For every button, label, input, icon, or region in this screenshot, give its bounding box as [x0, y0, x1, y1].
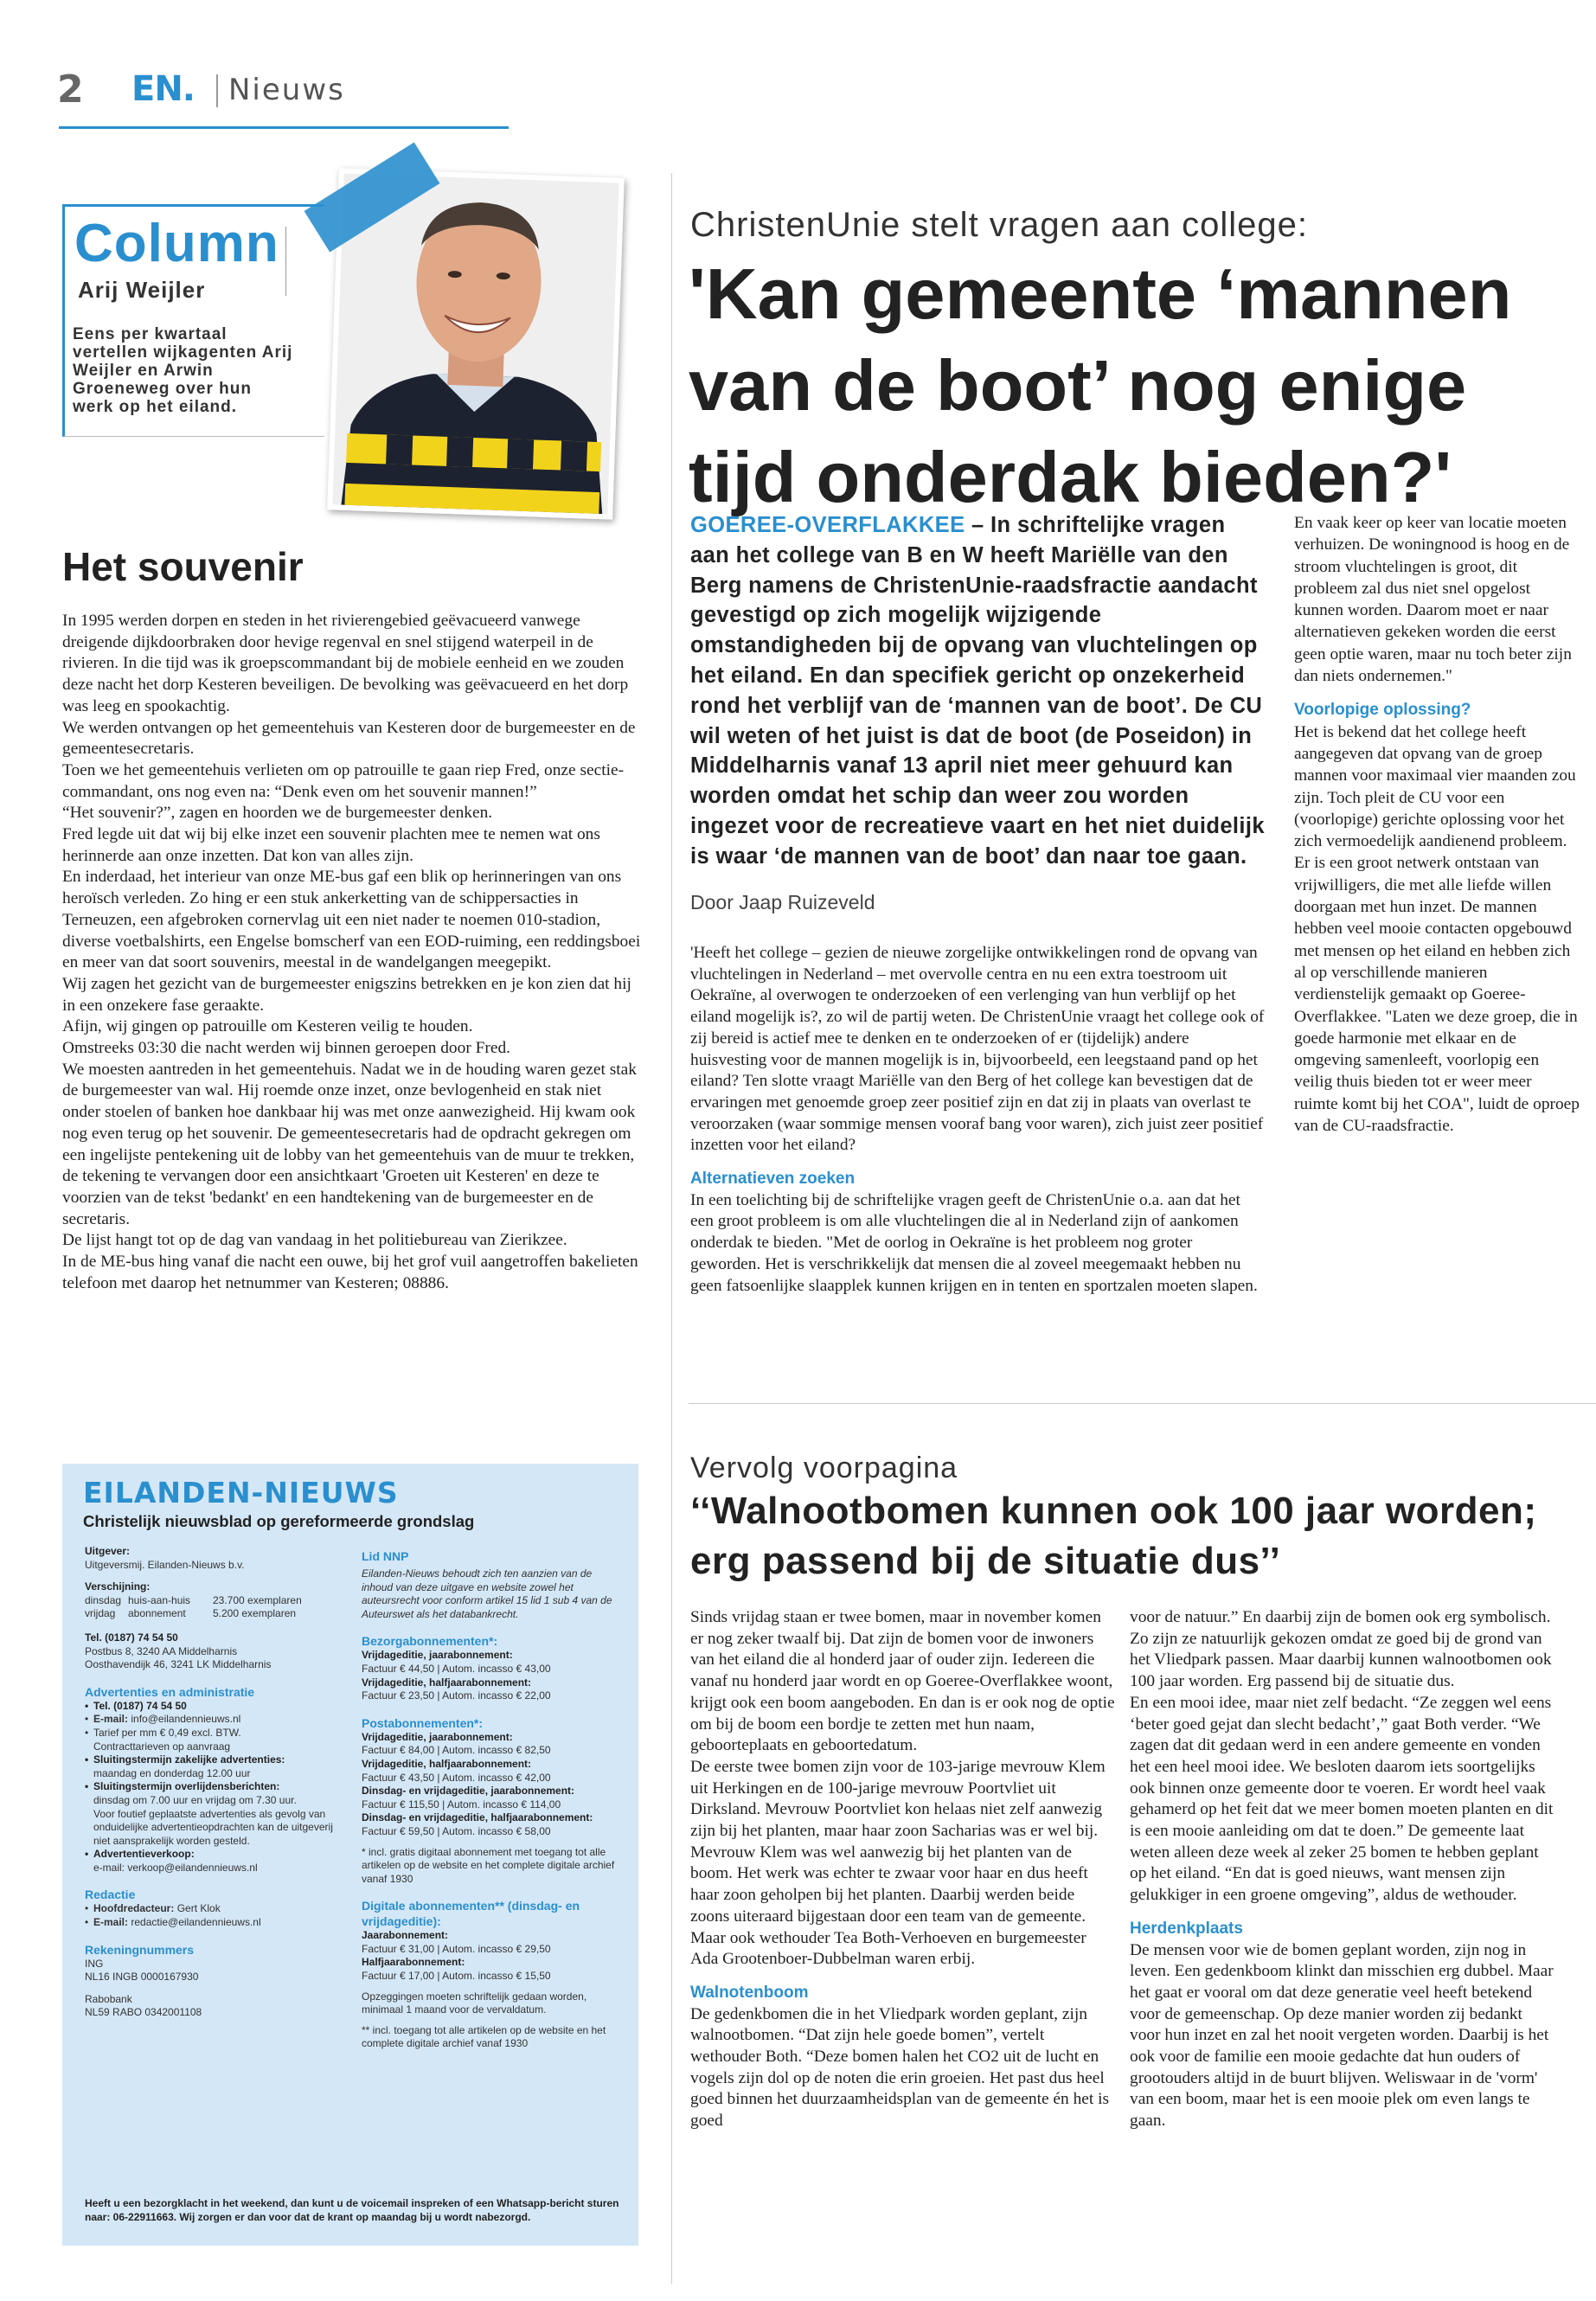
colophon-type: abonnement — [128, 1607, 186, 1620]
colophon-count: 5.200 exemplaren — [213, 1607, 297, 1620]
column-paragraph: De lijst hangt tot op de dag van vandaag in het politiebureau van Zierikzee. — [62, 1231, 567, 1250]
colophon-edition-row — [85, 1607, 344, 1621]
colophon-right — [362, 1548, 621, 2051]
colophon-edition-row — [85, 1594, 344, 1608]
colophon-text: Uitgeversmij. Eilanden-Nieuws b.v. — [85, 1558, 245, 1571]
article1-dateline: GOEREE-OVERFLAKKEE — [690, 513, 965, 537]
colophon-heading: Postabonnementen*: — [362, 1715, 484, 1730]
colophon-text: Factuur € 44,50 | Autom. incasso € 43,00 — [362, 1662, 551, 1675]
colophon-text: Voor foutief geplaatste advertenties als gevolg van onduidelijke advertentieopdrachten kan de uitgeverij niet aansprakelijk worden gesteld. — [93, 1807, 333, 1847]
colophon-email-row — [85, 1713, 344, 1727]
colophon-label: Jaarabonnement: — [362, 1929, 449, 1942]
colophon-label: Hoofdredacteur: — [93, 1902, 175, 1915]
article2-subhead: Walnotenboom — [690, 1983, 809, 2002]
column-label: Column — [74, 214, 279, 273]
colophon-text: Rabobank — [85, 1992, 132, 2005]
article2-kicker: Vervolg voorpagina — [690, 1452, 958, 1484]
colophon-text: maandag en donderdag 12.00 uur — [93, 1766, 251, 1779]
colophon-heading: Rekeningnummers — [85, 1942, 195, 1957]
article2-paragraph: De gedenkbomen die in het Vliedpark worden geplant, zijn walnootbomen. “Dat zijn hele goede bomen”, vertelt wethouder Both. “Deze bomen halen het CO2 uit de lucht en vogels zijn dol op de noten die erin groeien. Het past dus heel goed binnen het duurzaamheidsplan van de gemeente én het is goed — [690, 2004, 1110, 2131]
colophon-label: Halfjaarabonnement: — [362, 1956, 465, 1969]
article1-headline: 'Kan gemeente ‘mannen van de boot’ nog enige tijd onderdak bieden?' — [689, 253, 1512, 517]
column-paragraph: In 1995 werden dorpen en steden in het rivierengebied geëvacueerd vanwege dreigende dijkdoorbraken door hevige regenval en snel stijgend waterpeil in de rivieren. In die tijd was ik groepscommandant bij de mobiele eenheid en we zouden deze nacht het dorp Kesteren beveiligen. De bevolking was geëvacueerd en het dorp was leeg en spookachtig. — [62, 612, 629, 715]
column-paragraph: In de ME-bus hing vanaf die nacht een ouwe, bij het grof vuil aangetroffen bakelieten telefoon met daarop het netnummer van Kesteren; 08886. — [62, 1253, 638, 1292]
colophon-logo: EILANDEN-NIEUWS — [83, 1476, 399, 1509]
police-officer-portrait — [332, 174, 619, 515]
colophon-text: Eilanden-Nieuws behoudt zich ten aanzien van de inhoud van deze uitgave en website zowel het auteursrecht voor conform artikel 15 lid 1 sub 4 van de Auteurswet als het databankrecht. — [362, 1567, 612, 1620]
header-rule — [59, 126, 509, 129]
colophon-label: Verschijning: — [85, 1580, 151, 1593]
colophon-label: Vrijdageditie, jaarabonnement: — [362, 1649, 513, 1662]
article1-kicker: ChristenUnie stelt vragen aan college: — [690, 206, 1308, 244]
column-paragraph: We werden ontvangen op het gemeentehuis van Kesteren door de burgemeester en de gemeentesecretaris. — [62, 718, 636, 759]
newspaper-logo: EN. — [131, 69, 195, 109]
colophon-heading: Advertenties en administratie — [85, 1684, 255, 1699]
colophon-text: • Tarief per mm € 0,49 excl. BTW. — [85, 1727, 344, 1740]
article1-paragraph: Het is bekend dat het college heeft aangegeven dat opvang van de groep mannen voor maximaal vier maanden zou zijn. Toch pleit de CU voor een (voorlopige) gerichte oplossing voor het zich vermoedelijk aandienend probleem. Er is een groot netwerk ontstaan van vrijwilligers, die met alle liefde willen doorgaan met hun inzet. De mannen hebben veel mooie contacten opgebouwd met mensen op het eiland en hebben zich al op verschillende manieren verdienstelijk gemaakt op Goeree-Overflakkee. "Laten we deze groep, die in goede harmonie met elkaar en de omgeving samenleeft, voorlopig een veilig thuis bieden tot er weer meer ruimte komt bij het COA", luidt de oproep van de CU-raadsfractie. — [1294, 722, 1580, 1136]
colophon-label: • Sluitingstermijn zakelijke advertenties: — [85, 1753, 344, 1767]
article2-paragraph: De eerste twee bomen zijn voor de 103-jarige mevrouw Klem uit Herkingen en de 100-jarige mevrouw Poortvliet uit Dirksland. Mevrouw Poortvliet kon helaas niet zelf aanwezig zijn bij het planten, maar haar zoon Sacharias was er wel bij. Mevrouw Klem was wel aanwezig bij het planten van de boom. Het werk was echter te zwaar voor haar en dus heeft haar zoon geholpen bij het planten. Daarbij werden beide zoons uiteraard bijgestaan door een team van de gemeente. Maar ook wethouder Tea Both-Verhoeven en burgemeester Ada Grootenboer-Dubbelman waren erbij. — [690, 1757, 1106, 1969]
colophon-footer: Heeft u een bezorgklacht in het weekend, dan kunt u de voicemail inspreken of een Whatsapp-bericht sturen naar: 06-22911663. Wij zorgen er dan voor dat de krant op maandag bij u wordt nabezorgd. — [85, 2197, 619, 2223]
article1-body — [690, 943, 1265, 1297]
colophon-text: Factuur € 84,00 | Autom. incasso € 82,50 — [362, 1744, 551, 1757]
colophon-text: ING — [85, 1957, 104, 1970]
article2-paragraph: De mensen voor wie de bomen geplant worden, zijn nog in leven. Een gedenkboom klinkt dan misschien erg dubbel. Maar het gaat er vooral om dat deze generatie veel heeft betekend voor de gemeenschap. Op deze manier worden zij bedankt voor hun inzet en zal het nooit vergeten worden. Daarbij is het ook voor de familie een mooie gedachte dat hun ouders of grootouders altijd in de buurt blijven. Weliswaar in de 'vorm' van een boom, maar het is een mooie plek om even langs te gaan. — [1130, 1940, 1554, 2131]
article2-headline: ‘‘Walnootbomen kunnen ook 100 jaar worden; erg passend bij de situatie dus’’ — [690, 1490, 1537, 1582]
colophon-address: Oosthavendijk 46, 3241 LK Middelharnis — [85, 1658, 272, 1671]
article1-subhead: Alternatieven zoeken — [690, 1170, 856, 1189]
column-author: Arij Weijler — [78, 277, 206, 303]
column-paragraph: Wij zagen het gezicht van de burgemeester enigszins betrekken en je kon zien dat hij in een onzekere fase geraakte. — [62, 974, 631, 1015]
colophon-text: Contracttarieven op aanvraag — [93, 1740, 231, 1753]
colophon-text: Factuur € 115,50 | Autom. incasso € 114,00 — [362, 1798, 561, 1811]
colophon-text: Factuur € 59,50 | Autom. incasso € 58,00 — [362, 1824, 551, 1837]
colophon-phone: Tel. (0187) 74 54 50 — [85, 1631, 178, 1644]
colophon-phone: • Tel. (0187) 74 54 50 — [85, 1700, 344, 1714]
article1-paragraph: En vaak keer op keer van locatie moeten verhuizen. De woningnood is hoog en de stroom vluchtelingen is groot, dit probleem zal dus niet snel opgelost kunnen worden. Daarom moet er naar alternatieven gekeken worden die eerst geen optie waren, maar nu toch beter zijn dan niets ondernemen." — [1294, 514, 1572, 686]
page-number: 2 — [57, 67, 84, 112]
colophon-day: vrijdag — [85, 1607, 116, 1620]
article2-paragraph: voor de natuur.” En daarbij zijn de bomen ook erg symbolisch. Zo zijn ze natuurlijk gekozen omdat ze goed bij de grond van het Vliedpark passen. Maar daarbij kunnen walnootbomen ook 100 jaar worden. Erg passend bij de situatie dus. — [1130, 1608, 1552, 1691]
colophon-type: huis-aan-huis — [128, 1593, 191, 1606]
colophon-label: Vrijdageditie, halfjaarabonnement: — [362, 1676, 532, 1689]
colophon-text: ** incl. toegang tot alle artikelen op de website en het complete digitale archief vanaf 1930 — [362, 2023, 606, 2050]
colophon-label: Dinsdag- en vrijdageditie, jaarabonnement: — [362, 1785, 575, 1798]
colophon-text: * incl. gratis digitaal abonnement met toegang tot alle artikelen op de website en het complete digitale archief vanaf 1930 — [362, 1845, 615, 1885]
section-label: Nieuws — [228, 73, 345, 107]
article1-paragraph: 'Heeft het college – gezien de nieuwe zorgelijke ontwikkelingen rond de opvang van vluchtelingen in Nederland – met overvolle centra en nu een extra toestroom uit Oekraïne, al overwogen te onderzoeken of een verlenging van hun verblijf op het eiland mogelijk is?, zo wil de partij weten. De ChristenUnie vraagt het college ook of zij bereid is actief mee te denken en te onderzoeken of er (tijdelijk) andere huisvesting voor de mannen mogelijk is in, bijvoorbeeld, een leegstaand pand op het eiland? Ten slotte vraagt Mariëlle van den Berg of het college kan bevestigen dat de ervaringen met genoemde groep zeer positief zijn en dat zij in plaats van overlast te veroorzaken (waar sommige mensen vooraf bang voor waren), zich juist zeer positief inzetten voor het eiland? — [690, 944, 1265, 1155]
colophon-editor-row — [85, 1902, 344, 1916]
column-paragraph: En inderdaad, het interieur van onze ME-bus gaf een blik op herinneringen van ons heroïsch verleden. Zo hing er een stuk ankerketting van de schippersacties in Terneuzen, een afgebroken cornervlag uit een niet nader te noemen 010-stadion, diverse voetbalshirts, een Engelse bomscherf van een EOD-ruiming, een reddingsboei en meer van dat soort souvenirs, meestal in de wandelgangen meegepikt. — [62, 868, 641, 972]
article2-left-column — [690, 1607, 1116, 2132]
colophon-text: Factuur € 17,00 | Autom. incasso € 15,50 — [362, 1970, 551, 1983]
article2-paragraph: En een mooi idee, maar niet zelf bedacht. “Ze zeggen wel eens ‘beter goed gejat dan slecht bedacht’,” gaat Both verder. “We zagen dat dit gedaan werd in een andere gemeente en vonden het een heel mooi idee. We besloten daarom iets soortgelijks ook binnen onze gemeente door te voeren. Er wordt heel vaak gehamerd op het feit dat we meer bomen moeten planten en dit is een mooie aanleiding om dat te doen.” De gemeente laat weten alleen deze week al zeker 25 bomen te hebben geplant op het eiland. “En dat is goed nieuws, want mensen zijn gelukkiger in een groene omgeving”, aldus de wethouder. — [1130, 1693, 1554, 1905]
column-paragraph: Afijn, wij gingen op patrouille om Kesteren veilig te houden. — [62, 1017, 473, 1036]
column-paragraph: We moesten aantreden in het gemeentehuis. Nadat we in de houding waren gezet stak de burgemeester van wal. Hij roemde onze inzet, onze bevlogenheid en stak niet onder stoelen of banken hoe dankbaar hij was met onze aanwezigheid. Hij kwam ook nog even terug op het souvenir. De gemeentesecretaris had de opdracht gekregen om een ingelijste pentekening uit de lobby van het gemeentehuis van de muur te trekken, de tekening te vervangen door een ansichtkaart 'Groeten uit Kesteren' en deze te voorzien van de tekst 'bedankt' en een handtekening van de burgemeester en de secretaris. — [62, 1060, 637, 1228]
colophon-text: dinsdag om 7.00 uur en vrijdag om 7.30 uur. — [93, 1793, 297, 1806]
colophon-label: • Advertentieverkoop: — [85, 1848, 344, 1862]
colophon-label: E-mail: — [93, 1916, 129, 1929]
colophon-label: • Sluitingstermijn overlijdensberichten: — [85, 1780, 344, 1794]
column-title: Het souvenir — [62, 544, 304, 589]
colophon-tagline: Christelijk nieuwsblad op gereformeerde grondslag — [83, 1512, 475, 1530]
article1-lead — [690, 510, 1265, 872]
colophon-label: E-mail: — [93, 1713, 129, 1726]
column-paragraph: Fred legde uit dat wij bij elke inzet een souvenir plachten mee te nemen wat ons herinnerde aan onze inzetten. Dat kon van alles zijn. — [62, 825, 600, 865]
article2-subhead: Herdenkplaats — [1130, 1919, 1243, 1938]
colophon-email[interactable]: e-mail: verkoop@eilandennieuws.nl — [93, 1861, 258, 1874]
colophon-text: Factuur € 23,50 | Autom. incasso € 22,00 — [362, 1689, 551, 1702]
colophon-count: 23.700 exemplaren — [213, 1593, 302, 1606]
colophon-heading: Bezorgabonnementen*: — [362, 1634, 498, 1649]
colophon-heading: Digitale abonnementen** (dinsdag- en vrijdageditie): — [362, 1899, 580, 1929]
colophon-text: Gert Klok — [176, 1902, 221, 1915]
colophon-text: Opzeggingen moeten schriftelijk gedaan worden, minimaal 1 maand voor de vervaldatum. — [362, 1990, 587, 2016]
colophon-heading: Lid NNP — [362, 1549, 409, 1563]
article1-right-column — [1294, 512, 1580, 1137]
colophon-label: Vrijdageditie, jaarabonnement: — [362, 1730, 513, 1743]
article2-paragraph: Sinds vrijdag staan er twee bomen, maar in november komen er nog zeker twaalf bij. Dat zijn de bomen voor de inwoners van het eiland die al honderd jaar of ouder zijn. Iedereen die vanaf nu honderd jaar wordt en op Goeree-Overflakkee woont, krijgt ook een boom aangeboden. En dan is er ook nog de optie om bij de boom een bordje te zetten met hun naam, geboorteplaats en geboortedatum. — [690, 1608, 1115, 1755]
colophon-text: NL16 INGB 0000167930 — [85, 1971, 199, 1984]
column-paragraph: Toen we het gemeentehuis verlieten om op patrouille te gaan riep Fred, onze sectie-commandant, ons nog even na: “Denk even om het souvenir mannen!” — [62, 760, 625, 801]
vertical-divider — [671, 173, 672, 2284]
article2-right-column — [1130, 1607, 1554, 2132]
colophon-label: Dinsdag- en vrijdageditie, halfjaarabonnement: — [362, 1811, 593, 1824]
colophon-text: Factuur € 31,00 | Autom. incasso € 29,50 — [362, 1942, 551, 1955]
colophon-label: Uitgever: — [85, 1545, 131, 1557]
article1-byline: Door Jaap Ruizeveld — [690, 891, 875, 913]
column-body — [62, 611, 644, 1295]
colophon-heading: Redactie — [85, 1888, 136, 1902]
colophon-email[interactable]: info@eilandennieuws.nl — [131, 1713, 241, 1726]
colophon-day: dinsdag — [85, 1593, 122, 1606]
article1-subhead: Voorlopige oplossing? — [1294, 701, 1471, 720]
colophon-email[interactable]: redactie@eilandennieuws.nl — [131, 1916, 261, 1929]
column-paragraph: Omstreeks 03:30 die nacht werden wij binnen geroepen door Fred. — [62, 1039, 511, 1058]
column-paragraph: “Het souvenir?”, zagen en hoorden we de burgemeester denken. — [62, 804, 493, 823]
article1-lead-text: – In schriftelijke vragen aan het college van B en W heeft Mariëlle van den Berg namens de ChristenUnie-raadsfractie aandacht gevestigd op zich mogelijk wijzigende omstandigheden bij de opvang van vluchtelingen op het eiland. En dan specifiek gericht op onzekerheid rond het verblijf van de ‘mannen van de boot’. De CU wil weten of het juist is dat de boot (de Poseidon) in Middelharnis vanaf 13 april niet meer gehuurd kan worden omdat het schip dan weer zou worden ingezet voor de recreatieve vaart en het niet duidelijk is waar ‘de mannen van de boot’ dan naar toe gaan. — [690, 513, 1265, 868]
colophon-email-row — [85, 1916, 344, 1930]
colophon-left — [85, 1545, 344, 2020]
colophon-text: NL59 RABO 0342001108 — [85, 2006, 202, 2019]
header-separator — [216, 74, 218, 107]
colophon-address: Postbus 8, 3240 AA Middelharnis — [85, 1644, 238, 1657]
column-intro: Eens per kwartaal vertellen wijkagenten Arij Weijler en Arwin Groeneweg over hun werk op het eiland. — [73, 325, 293, 416]
colophon-label: Vrijdageditie, halfjaarabonnement: — [362, 1757, 532, 1770]
horizontal-divider — [689, 1403, 1596, 1404]
column-divider — [285, 227, 286, 296]
colophon-text: Factuur € 43,50 | Autom. incasso € 42,00 — [362, 1771, 551, 1784]
article1-paragraph: In een toelichting bij de schriftelijke vragen geeft de ChristenUnie o.a. aan dat het een groot probleem is om alle vluchtelingen die al in Nederland zijn of aankomen onderdak te bieden. "Met de oorlog in Oekraïne is het probleem nog groter geworden. Het is verschrikkelijk dat mensen die al zoveel meegemaakt hebben nu geen fatsoenlijke slaapplek kunnen krijgen en in tenten en sportzalen moeten slapen. — [690, 1190, 1258, 1295]
